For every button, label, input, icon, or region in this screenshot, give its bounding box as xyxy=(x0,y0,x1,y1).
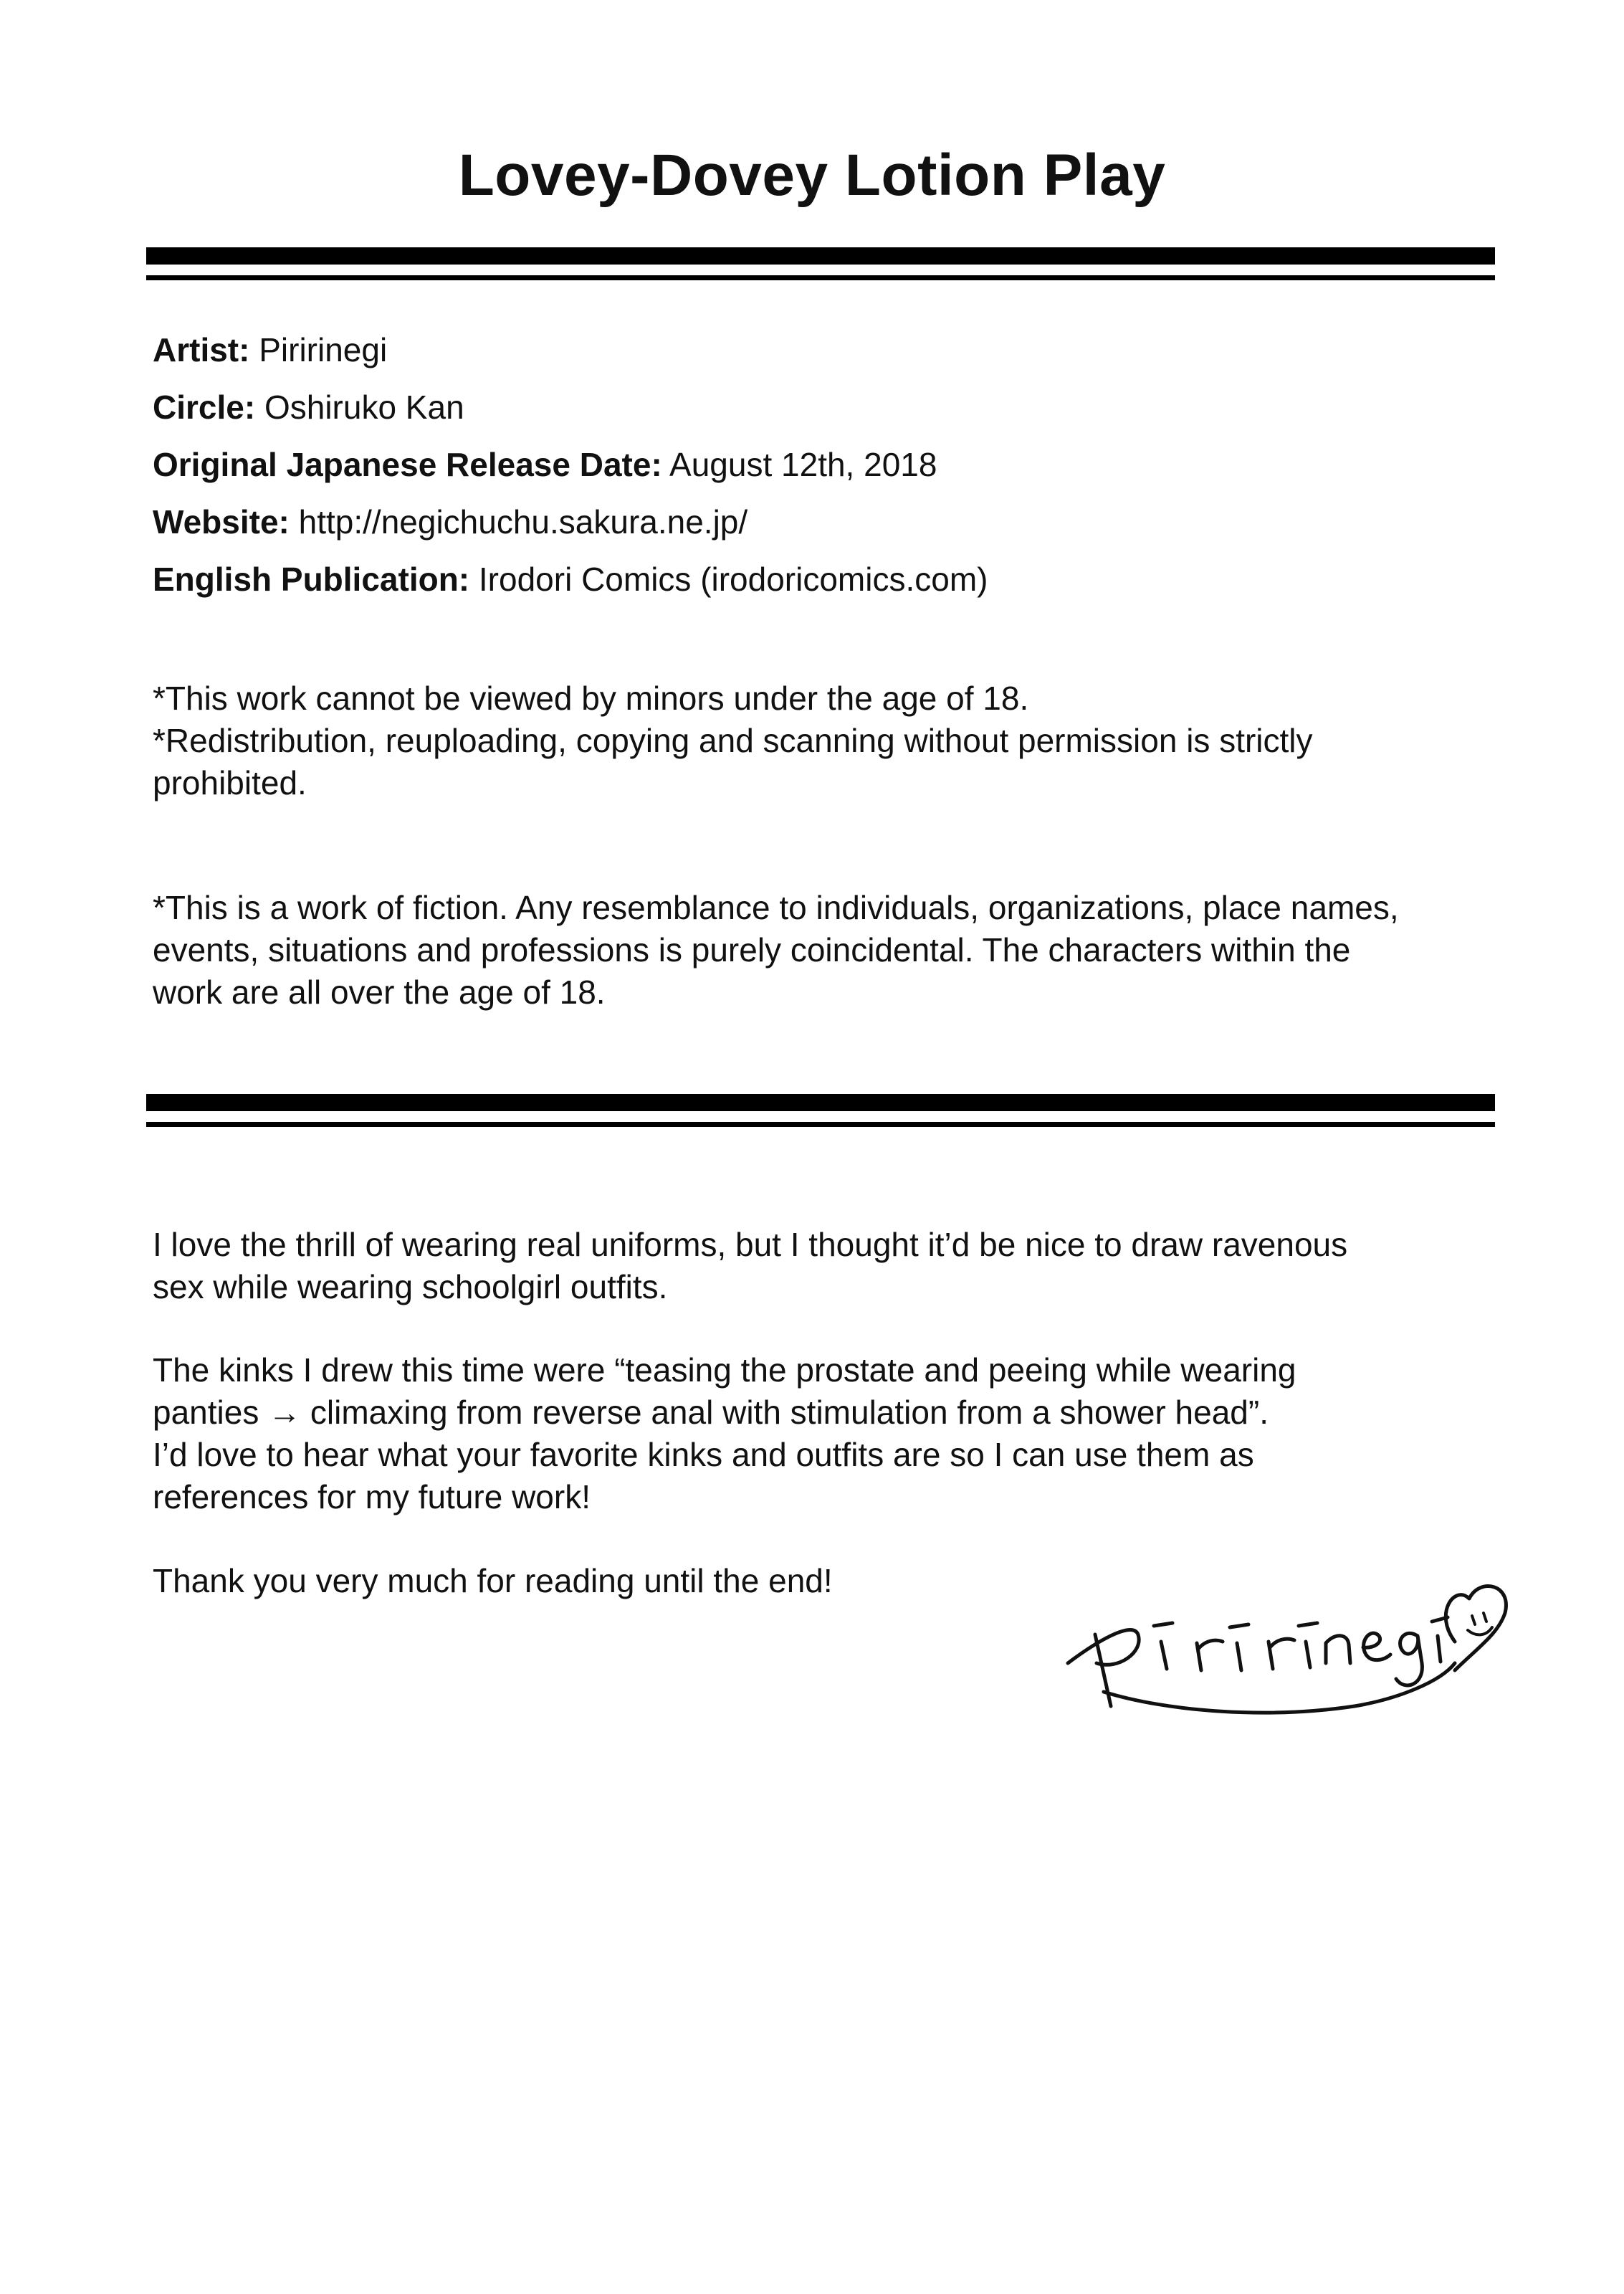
middle-divider-thin-line xyxy=(146,1122,1495,1127)
page-title: Lovey-Dovey Lotion Play xyxy=(458,143,1166,208)
credit-value: Oshiruko Kan xyxy=(264,389,464,426)
disclaimer-line: events, situations and professions is purely coincidental. The characters within the xyxy=(153,931,1351,968)
credit-value: Piririnegi xyxy=(259,331,388,368)
credit-value: August 12th, 2018 xyxy=(669,446,937,483)
credit-value: Irodori Comics (irodoricomics.com) xyxy=(478,561,988,598)
credit-label: Website: xyxy=(153,503,290,541)
credit-website xyxy=(153,493,1486,551)
notice-line: *This work cannot be viewed by minors under the age of 18. xyxy=(153,680,1029,717)
fiction-disclaimer xyxy=(153,887,1493,1014)
credit-label: Artist: xyxy=(153,331,250,368)
afterword-line: I love the thrill of wearing real uniforms, but I thought it’d be nice to draw ravenous xyxy=(153,1226,1348,1263)
afterword-paragraph-2 xyxy=(153,1349,1493,1518)
top-divider-thick-line xyxy=(146,247,1495,265)
afterword-line: references for my future work! xyxy=(153,1478,591,1515)
credit-artist xyxy=(153,321,1486,379)
top-divider-thin-line xyxy=(146,275,1495,280)
credits-list xyxy=(153,321,1486,608)
afterword-paragraph-1 xyxy=(153,1224,1493,1308)
credit-label: Circle: xyxy=(153,389,256,426)
notice-line: prohibited. xyxy=(153,764,307,801)
middle-divider-thick-line xyxy=(146,1094,1495,1111)
credit-label: Original Japanese Release Date: xyxy=(153,446,662,483)
afterword-line: sex while wearing schoolgirl outfits. xyxy=(153,1268,668,1305)
credit-release-date xyxy=(153,436,1486,493)
afterword-line: I’d love to hear what your favorite kinks and outfits are so I can use them as xyxy=(153,1436,1254,1473)
credit-label: English Publication: xyxy=(153,561,470,598)
middle-divider xyxy=(146,1094,1495,1130)
credit-english-publication xyxy=(153,551,1486,608)
legal-notice xyxy=(153,677,1493,804)
notice-line: *Redistribution, reuploading, copying and scanning without permission is strictly xyxy=(153,722,1313,759)
credit-value: http://negichuchu.sakura.ne.jp/ xyxy=(298,503,748,541)
disclaimer-line: work are all over the age of 18. xyxy=(153,974,606,1011)
credit-circle xyxy=(153,379,1486,436)
afterword-line: panties → climaxing from reverse anal with stimulation from a shower head”. xyxy=(153,1394,1269,1431)
disclaimer-line: *This is a work of fiction. Any resemblance to individuals, organizations, place names, xyxy=(153,889,1399,926)
top-divider xyxy=(146,247,1495,283)
afterword-line: Thank you very much for reading until the end! xyxy=(153,1562,833,1599)
artist-signature xyxy=(1054,1556,1512,1742)
afterword-line: The kinks I drew this time were “teasing the prostate and peeing while wearing xyxy=(153,1351,1296,1389)
